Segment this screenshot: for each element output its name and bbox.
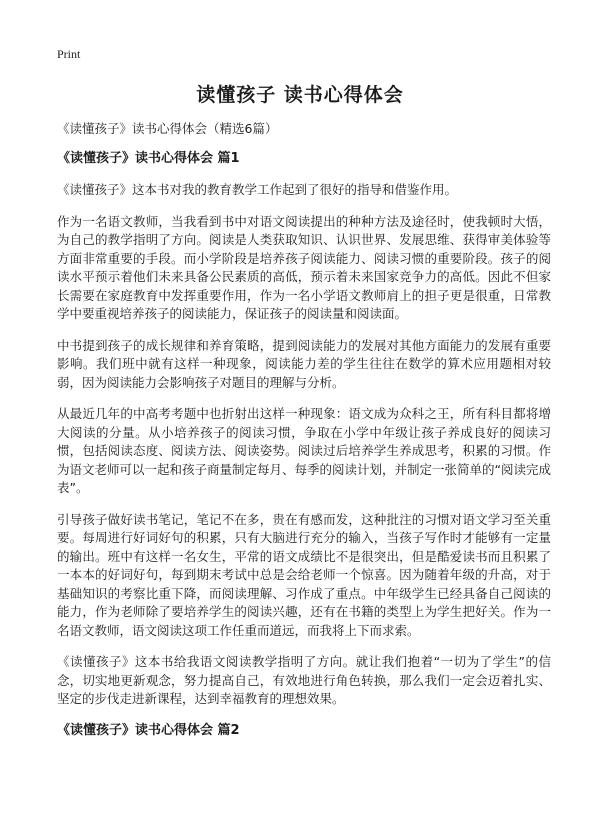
paragraph: 引导孩子做好读书笔记，笔记不在多，贵在有感而发，这种批注的习惯对语文学习至关重要。每周进行好词好句的积累，只有大脑进行充分的输入，当孩子写作时才能够有一定量的输出。班中有这样一名女生，平常的语文成绩比不是很突出，但是酷爱读书而且积累了一本本的好词好句，每到期末考试中总是会给老师一个惊喜。因为随着年级的升高，对于基础知识的考察比重下降，而阅读理解、习作成了重点。中年级学生已经具备自己阅读的能力，作为老师除了要培养学生的阅读兴趣，还有在书籍的类型上为学生把好关。作为一名语文教师，语文阅读这项工作任重而道远，而我将上下而求索。 [57,511,551,638]
document-title: 读懂孩子 读书心得体会 [196,84,404,106]
section-heading-1: 《读懂孩子》读书心得体会 篇1 [57,151,240,166]
paragraph: 中书提到孩子的成长规律和养育策略，提到阅读能力的发展对其他方面能力的发展有重要影响。我们班中就有这样一种现象，阅读能力差的学生往往在数学的算术应用题相对较弱，因为阅读能力会影响孩子对题目的理解与分析。 [57,337,551,390]
document-body [57,120,551,753]
section-heading-2: 《读懂孩子》读书心得体会 篇2 [57,722,240,738]
paragraph: 《读懂孩子》这本书给我语文阅读教学指明了方向。就让我们抱着“一切为了学生”的信念，切实地更新观念，努力提高自己，有效地进行角色转换，那么我们一定会迈着扎实、坚定的步伐走进新课程，达到幸福教育的理想效果。 [57,654,551,706]
paragraph: 从最近几年的中高考考题中也折射出这样一种现象：语文成为众科之王，所有科目都将增大阅读的分量。从小培养孩子的阅读习惯，争取在小学中年级让孩子养成良好的阅读习惯，包括阅读态度、阅读方法、阅读姿势。阅读过后培养学生养成思考，积累的习惯。作为语文老师可以一起和孩子商量制定每月、每季的阅读计划，并制定一张简单的“阅读完成表”。 [57,406,551,495]
paragraph: 作为一名语文教师，当我看到书中对语文阅读提出的种种方法及途径时，使我顿时大悟，为自己的教学指明了方向。阅读是人类获取知识、认识世界、发展思维、获得审美体验等方面非常重要的手段。而小学阶段是培养孩子阅读能力、阅读习惯的重要阶段。孩子的阅读水平预示着他们未来具备公民素质的高低，预示着未来国家竞争力的高低。因此不但家长需要在家庭教育中发挥重要作用，作为一名小学语文教师肩上的担子更是很重，日常教学中要重视培养孩子的阅读能力，保证孩子的阅读量和阅读面。 [57,213,551,321]
print-link[interactable]: Print [57,47,81,61]
document-subtitle: 《读懂孩子》读书心得体会（精选6篇） [57,121,278,136]
paragraph: 《读懂孩子》这本书对我的教育教学工作起到了很好的指导和借鉴作用。 [57,182,458,197]
